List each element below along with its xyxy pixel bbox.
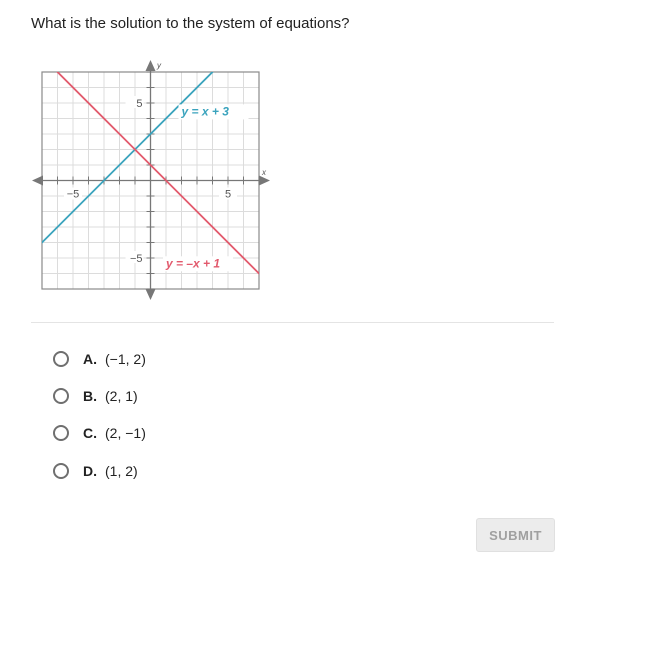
series-label: y = –x + 1 [166, 256, 221, 271]
y-axis-arrow-up-icon [146, 60, 156, 71]
y-axis-label: y [157, 61, 161, 70]
choice-c[interactable] [53, 422, 146, 444]
choice-d[interactable] [53, 460, 138, 482]
y-axis-arrow-down-icon [146, 289, 156, 300]
choice-letter: B. [83, 388, 97, 404]
choice-text: (−1, 2) [105, 351, 146, 367]
x-tick-label: −5 [66, 188, 80, 201]
radio-icon[interactable] [53, 463, 69, 479]
x-axis-arrow-left-icon [32, 176, 43, 186]
choice-text: (2, 1) [105, 388, 138, 404]
choice-text: (1, 2) [105, 463, 138, 479]
choice-b[interactable] [53, 385, 138, 407]
choice-letter: A. [83, 351, 97, 367]
choice-letter: C. [83, 425, 97, 441]
series-line-1 [30, 58, 280, 274]
coordinate-graph [30, 58, 280, 303]
x-axis-arrow-right-icon [259, 176, 270, 186]
divider [31, 322, 554, 323]
radio-icon[interactable] [53, 425, 69, 441]
question-text: What is the solution to the system of equations? [31, 15, 350, 32]
y-tick-label: −5 [129, 253, 143, 265]
radio-icon[interactable] [53, 388, 69, 404]
choice-text: (2, −1) [105, 425, 146, 441]
x-tick-label: 5 [224, 188, 232, 201]
choice-letter: D. [83, 463, 97, 479]
x-axis-label: x [262, 168, 266, 177]
submit-button[interactable]: SUBMIT [476, 518, 555, 552]
radio-icon[interactable] [53, 351, 69, 367]
choice-a[interactable] [53, 348, 146, 370]
series-label: y = x + 3 [181, 104, 229, 119]
y-tick-label: 5 [136, 98, 143, 110]
